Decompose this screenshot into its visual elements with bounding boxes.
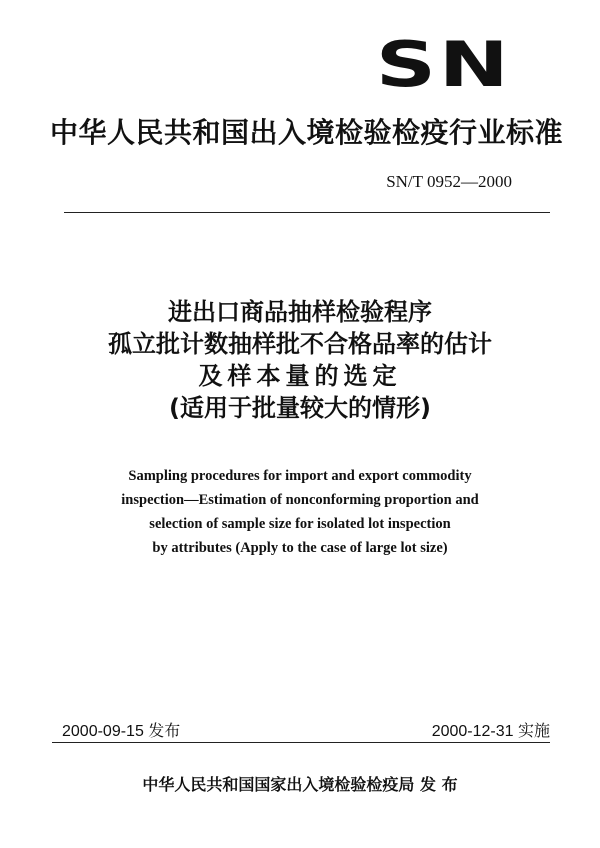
- chinese-title-line-2: 孤立批计数抽样批不合格品率的估计: [108, 330, 492, 358]
- sn-logo: SN: [376, 28, 512, 101]
- footer-divider: [52, 742, 550, 743]
- standard-number: SN/T 0952—2000: [386, 172, 512, 191]
- chinese-title-line-3: 及样本量的选定: [198, 362, 402, 390]
- english-title-line-4: by attributes (Apply to the case of large lot size): [152, 540, 448, 556]
- english-title-line-2: inspection—Estimation of nonconforming proportion and: [121, 492, 479, 508]
- english-title-line-3: selection of sample size for isolated lot inspection: [149, 516, 451, 532]
- chinese-title: [0, 296, 600, 424]
- header-divider: [64, 212, 550, 213]
- chinese-title-line-4: (适用于批量较大的情形): [169, 394, 431, 422]
- english-title: [0, 464, 600, 560]
- publisher: 中华人民共和国国家出入境检验检疫局 发 布: [142, 775, 458, 794]
- english-title-line-1: Sampling procedures for import and export commodity: [128, 468, 472, 484]
- issue-date: 2000-09-15 发布: [62, 723, 181, 740]
- issuer-title: 中华人民共和国出入境检验检疫行业标准: [50, 116, 564, 149]
- implementation-date: 2000-12-31 实施: [431, 723, 550, 740]
- chinese-title-line-1: 进出口商品抽样检验程序: [168, 298, 432, 326]
